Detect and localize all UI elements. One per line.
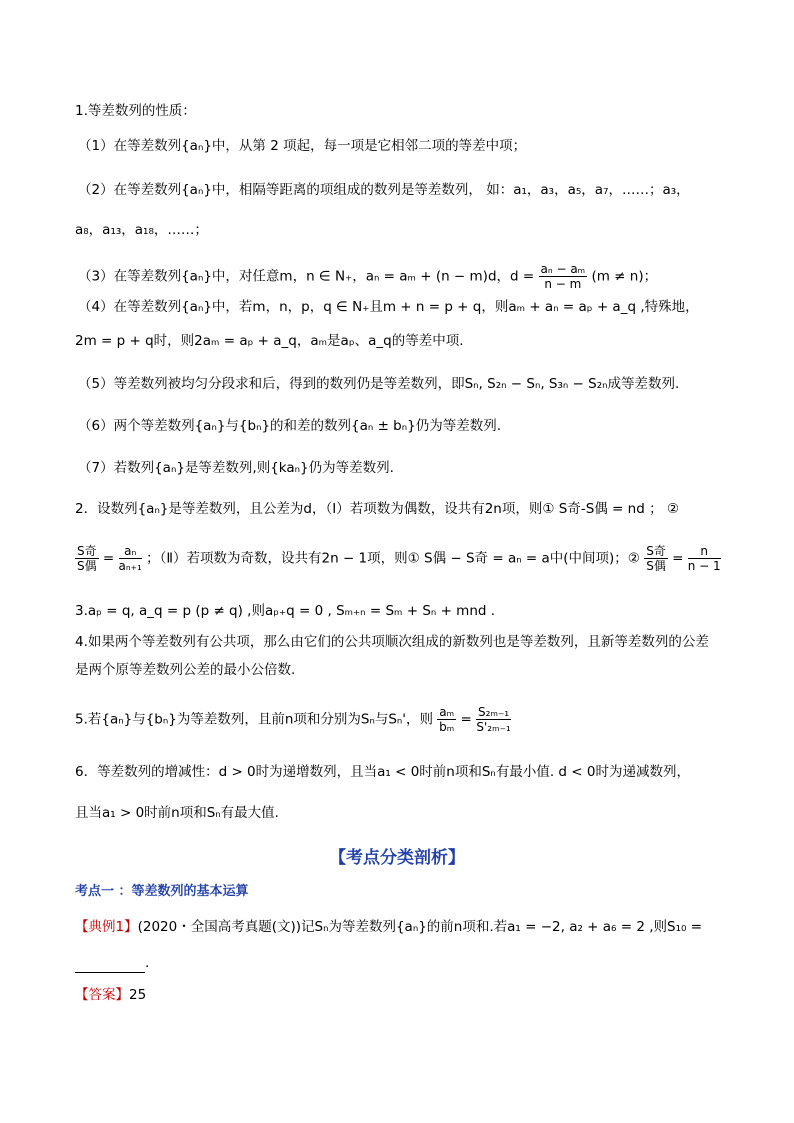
example-text: (2020・全国高考真题(文))记Sₙ为等差数列{aₙ}的前n项和.若a₁ = −2, a₂ + a₆ = 2 ,则S₁₀ = xyxy=(137,919,703,935)
property-4-cont: 2m = p + q时，则2aₘ = aₚ + a_q，aₘ是aₚ、a_q的等差中项. xyxy=(75,333,464,349)
fraction-s-ratio xyxy=(476,705,511,734)
fraction-numerator: S奇 xyxy=(77,544,97,558)
fraction-numerator: S奇 xyxy=(646,544,666,558)
answer-blank xyxy=(75,958,145,973)
property-3-cond: (m ≠ n)； xyxy=(591,268,658,285)
fraction-denominator: aₙ₊₁ xyxy=(118,559,142,573)
item-2-cont xyxy=(75,544,721,573)
fraction-n-ratio xyxy=(688,544,721,573)
item-5 xyxy=(75,705,511,734)
fraction-numerator: n xyxy=(688,544,721,559)
fraction-numerator: aₙ − aₘ xyxy=(540,262,586,276)
property-4: （4）在等差数列{aₙ}中，若m，n，p，q ∈ N₊且m + n = p + q，则aₘ + aₙ = aₚ + a_q ,特殊地， xyxy=(78,299,699,315)
property-2-cont: a₈，a₁₃，a₁₈，……； xyxy=(75,222,208,238)
property-1: （1）在等差数列{aₙ}中，从第 2 项起，每一项是它相邻二项的等差中项； xyxy=(78,138,527,154)
property-2: （2）在等差数列{aₙ}中，相隔等距离的项组成的数列是等差数列， 如：a₁，a₃，a₅，a₇，……；a₃， xyxy=(78,182,690,198)
example-1 xyxy=(75,917,702,937)
fraction-denominator: n − m xyxy=(544,277,582,291)
section-heading: 【考点分类剖析】 xyxy=(329,848,465,868)
item-6: 6．等差数列的增减性：d > 0时为递增数列，且当a₁ < 0时前n项和Sₙ有最小值. d < 0时为递减数列， xyxy=(75,764,690,780)
item-2-odd-case: ；（Ⅱ）若项数为奇数，设共有2n − 1项，则① S偶 − S奇 = aₙ = a中(中间项)；② xyxy=(146,550,640,567)
fraction-denominator: S偶 xyxy=(77,559,97,573)
fraction-numerator: aₙ xyxy=(119,544,142,559)
fraction-denominator: bₘ xyxy=(439,720,455,734)
fraction-s-odd-even xyxy=(75,544,99,573)
period: . xyxy=(145,955,150,971)
equals-sign: = xyxy=(102,550,115,567)
item-3: 3.aₚ = q, a_q = p (p ≠ q) ,则aₚ₊q = 0 , Sₘ₊ₙ = Sₘ + Sₙ + mnd . xyxy=(75,603,496,619)
section-subheading: 考点一 ：等差数列的基本运算 xyxy=(75,884,249,899)
fraction-s-odd-even-2 xyxy=(644,544,668,573)
item-2: 2．设数列{aₙ}是等差数列，且公差为d，（Ⅰ）若项数为偶数，设共有2n项，则① S奇-S偶 = nd ； ② xyxy=(75,501,679,517)
item-5-text: 5.若{aₙ}与{bₙ}为等差数列，且前n项和分别为Sₙ与Sₙ'，则 xyxy=(75,711,433,728)
fraction-denominator: S偶 xyxy=(646,559,666,573)
property-3-text: （3）在等差数列{aₙ}中，对任意m，n ∈ N₊，aₙ = aₘ + (n − m)d，d = xyxy=(78,268,535,285)
item-6-cont: 且当a₁ > 0时前n项和Sₙ有最大值. xyxy=(75,805,279,821)
item-4: 4.如果两个等差数列有公共项，那么由它们的公共项顺次组成的新数列也是等差数列，且新等差数列的公差 xyxy=(75,634,709,650)
fraction-numerator: S₂ₘ₋₁ xyxy=(478,705,510,719)
property-title: 1.等差数列的性质： xyxy=(75,103,196,119)
answer-label: 【答案】 xyxy=(75,987,129,1003)
answer-blank-line xyxy=(75,953,149,973)
fraction-a-b xyxy=(437,705,456,734)
fraction-denominator: S'₂ₘ₋₁ xyxy=(476,720,511,734)
property-7: （7）若数列{aₙ}是等差数列,则{kaₙ}仍为等差数列. xyxy=(78,460,394,476)
property-3 xyxy=(78,262,657,291)
equals-sign: = xyxy=(460,711,472,728)
fraction-a-ratio xyxy=(119,544,142,573)
equals-sign: = xyxy=(672,550,684,567)
item-4-cont: 是两个原等差数列公差的最小公倍数. xyxy=(75,662,296,678)
property-3-fraction xyxy=(539,262,588,291)
property-6: （6）两个等差数列{aₙ}与{bₙ}的和差的数列{aₙ ± bₙ}仍为等差数列. xyxy=(78,418,502,434)
fraction-numerator: aₘ xyxy=(439,705,455,719)
fraction-denominator: n − 1 xyxy=(687,559,721,573)
example-label: 【典例1】 xyxy=(75,919,138,935)
answer-value: 25 xyxy=(129,987,147,1003)
property-5: （5）等差数列被均匀分段求和后，得到的数列仍是等差数列，即Sₙ, S₂ₙ − Sₙ, S₃ₙ − S₂ₙ成等差数列. xyxy=(78,376,680,392)
answer-line xyxy=(75,985,146,1005)
